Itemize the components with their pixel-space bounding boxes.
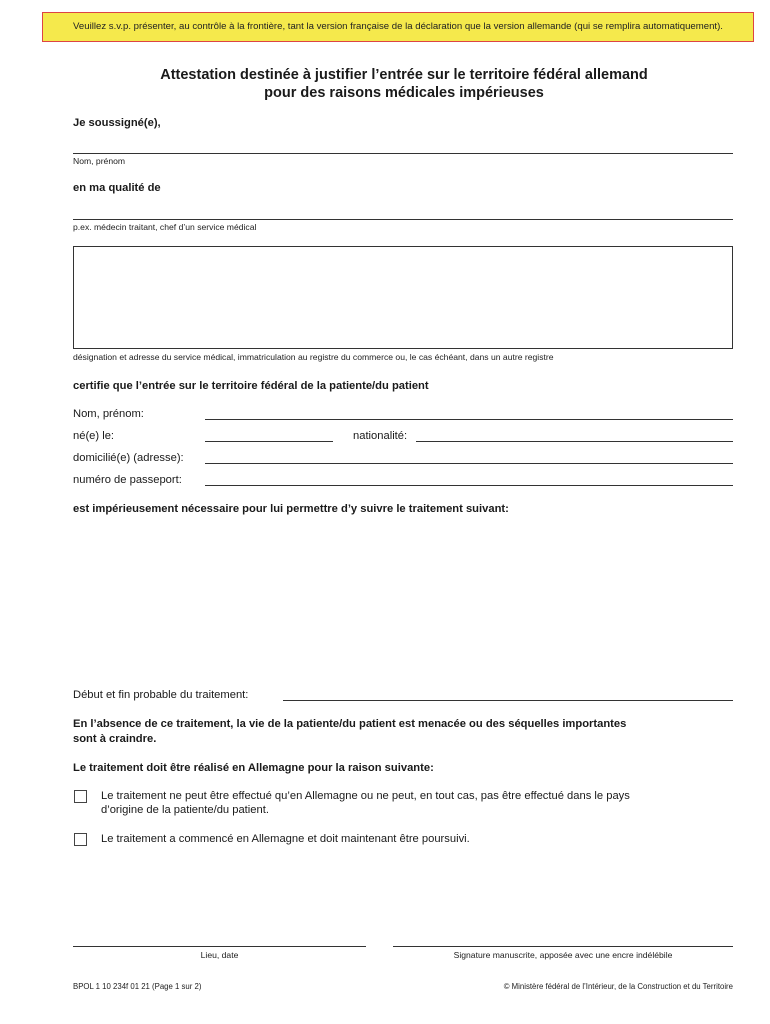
option-only-germany-line-2: d’origine de la patiente/du patient. (101, 804, 269, 816)
border-control-notice: Veuillez s.v.p. présenter, au contrôle à la frontière, tant la version française de la déclaration que la version allemande (qui se remplira automatiquement). (42, 12, 754, 42)
address-field[interactable] (205, 463, 733, 464)
option-continue-treatment-checkbox[interactable] (74, 833, 87, 846)
treatment-dates-field[interactable] (283, 700, 733, 701)
certify-statement: certifie que l’entrée sur le territoire fédéral de la patiente/du patient (73, 380, 429, 392)
place-date-field[interactable] (73, 946, 366, 947)
form-reference: BPOL 1 10 234f 01 21 (Page 1 sur 2) (73, 982, 202, 991)
signature-field[interactable] (393, 946, 733, 947)
capacity-label: en ma qualité de (73, 182, 161, 194)
medical-service-caption: désignation et adresse du service médical, immatriculation au registre du commerce ou, le cas échéant, dans un autre registre (73, 352, 554, 362)
patient-name-label: Nom, prénom: (73, 408, 144, 420)
name-caption: Nom, prénom (73, 156, 126, 166)
nationality-field[interactable] (416, 441, 733, 442)
medical-service-textbox[interactable] (73, 246, 733, 349)
treatment-necessity-statement: est impérieusement nécessaire pour lui permettre d’y suivre le traitement suivant: (73, 503, 509, 515)
signature-caption: Signature manuscrite, apposée avec une encre indélébile (453, 950, 673, 960)
patient-name-field[interactable] (205, 419, 733, 420)
option-only-germany-line-1: Le traitement ne peut être effectué qu’en Allemagne ou ne peut, en tout cas, pas être effectué dans le pays (101, 790, 630, 802)
birth-date-field[interactable] (205, 441, 333, 442)
passport-label: numéro de passeport: (73, 474, 182, 486)
treatment-dates-label: Début et fin probable du traitement: (73, 689, 249, 701)
undersigned-name-field[interactable] (73, 153, 733, 154)
birth-date-label: né(e) le: (73, 430, 115, 442)
option-continue-treatment-label: Le traitement a commencé en Allemagne et doit maintenant être poursuivi. (101, 833, 470, 845)
undersigned-label: Je soussigné(e), (73, 117, 161, 129)
address-label: domicilié(e) (adresse): (73, 452, 184, 464)
nationality-label: nationalité: (353, 430, 408, 442)
form-title-line-1: Attestation destinée à justifier l’entrée sur le territoire fédéral allemand (160, 67, 648, 83)
treatment-description-area[interactable] (73, 522, 733, 682)
reason-heading: Le traitement doit être réalisé en Allemagne pour la raison suivante: (73, 762, 434, 774)
passport-field[interactable] (205, 485, 733, 486)
option-only-germany-checkbox[interactable] (74, 790, 87, 803)
absence-warning-line-1: En l’absence de ce traitement, la vie de la patiente/du patient est menacée ou des séquelles importantes (73, 718, 627, 730)
form-title-line-2: pour des raisons médicales impérieuses (264, 85, 544, 101)
ministry-copyright: © Ministère fédéral de l’Intérieur, de la Construction et du Territoire (503, 982, 733, 991)
absence-warning-line-2: sont à craindre. (73, 733, 157, 745)
capacity-caption: p.ex. médecin traitant, chef d’un service médical (73, 222, 257, 232)
place-date-caption: Lieu, date (200, 950, 239, 960)
capacity-field[interactable] (73, 219, 733, 220)
